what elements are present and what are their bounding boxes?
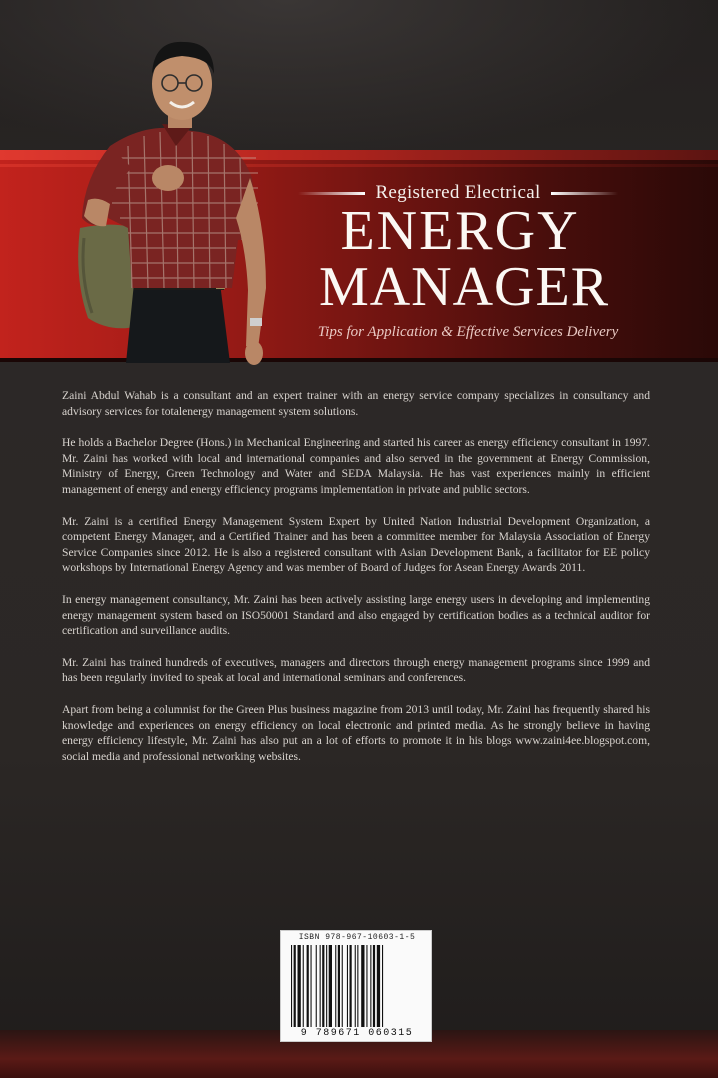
title-line-manager: MANAGER bbox=[318, 256, 610, 318]
isbn-label: ISBN 978-967-10603-1-5 bbox=[298, 933, 416, 942]
subtitle-rule-right bbox=[551, 192, 618, 195]
subtitle-rule-left bbox=[298, 192, 365, 195]
subtitle-text: Registered Electrical bbox=[375, 182, 541, 203]
isbn-digits: 9 789671 060315 bbox=[300, 1028, 414, 1039]
bio-paragraph: In energy management consultancy, Mr. Zaini has been actively assisting large energy users in developing and implementing energy management system based on ISO50001 Standard and also engaged by certification bodies as a technical auditor for certification and surveillance audits. bbox=[62, 592, 650, 638]
bio-paragraph: Mr. Zaini is a certified Energy Management System Expert by United Nation Industrial Development Organization, a competent Energy Manager, and a Certified Trainer and has been a committee member for Malaysia Association of Energy Service Companies since 2012. He is also a registered consultant with Asian Development Bank, a facilitator for EE policy workshops by International Energy Agency and was member of Board of Judges for Asean Energy Awards 2011. bbox=[62, 514, 650, 575]
bio-paragraph: Apart from being a columnist for the Green Plus business magazine from 2013 until today, Mr. Zaini has frequently shared his knowledge and experiences on energy efficiency on local electronic and printed media. As he strongly believe in having energy efficiency lifestyle, Mr. Zaini has also put an a lot of efforts to promote it in his blogs www.zaini4ee.blogspot.com, social media and professional networking websites. bbox=[62, 702, 650, 763]
bio-paragraph: He holds a Bachelor Degree (Hons.) in Mechanical Engineering and started his career as energy efficiency consultant in 1997. Mr. Zaini has worked with local and international companies and also served in the government at Energy Commission, Ministry of Energy, Green Technology and Water and SEDA Malaysia. He has vast experiences mainly in efficient management of energy and energy efficiency programs implementation in private and public sectors. bbox=[62, 436, 650, 496]
author-photo bbox=[70, 28, 300, 378]
isbn-barcode bbox=[280, 930, 432, 1042]
author-bio bbox=[62, 388, 650, 780]
bio-paragraph: Zaini Abdul Wahab is a consultant and an expert trainer with an energy service company specializes in consultancy and advisory services for totalenergy management system solutions. bbox=[62, 389, 650, 418]
title-tagline: Tips for Application & Effective Services Delivery bbox=[317, 324, 619, 340]
bio-paragraph: Mr. Zaini has trained hundreds of executives, managers and directors through energy management programs since 1999 and has been regularly invited to speak at local and international seminars and conferences. bbox=[62, 655, 650, 685]
barcode-bars bbox=[289, 945, 425, 1027]
title-line-energy: ENERGY bbox=[340, 200, 580, 262]
